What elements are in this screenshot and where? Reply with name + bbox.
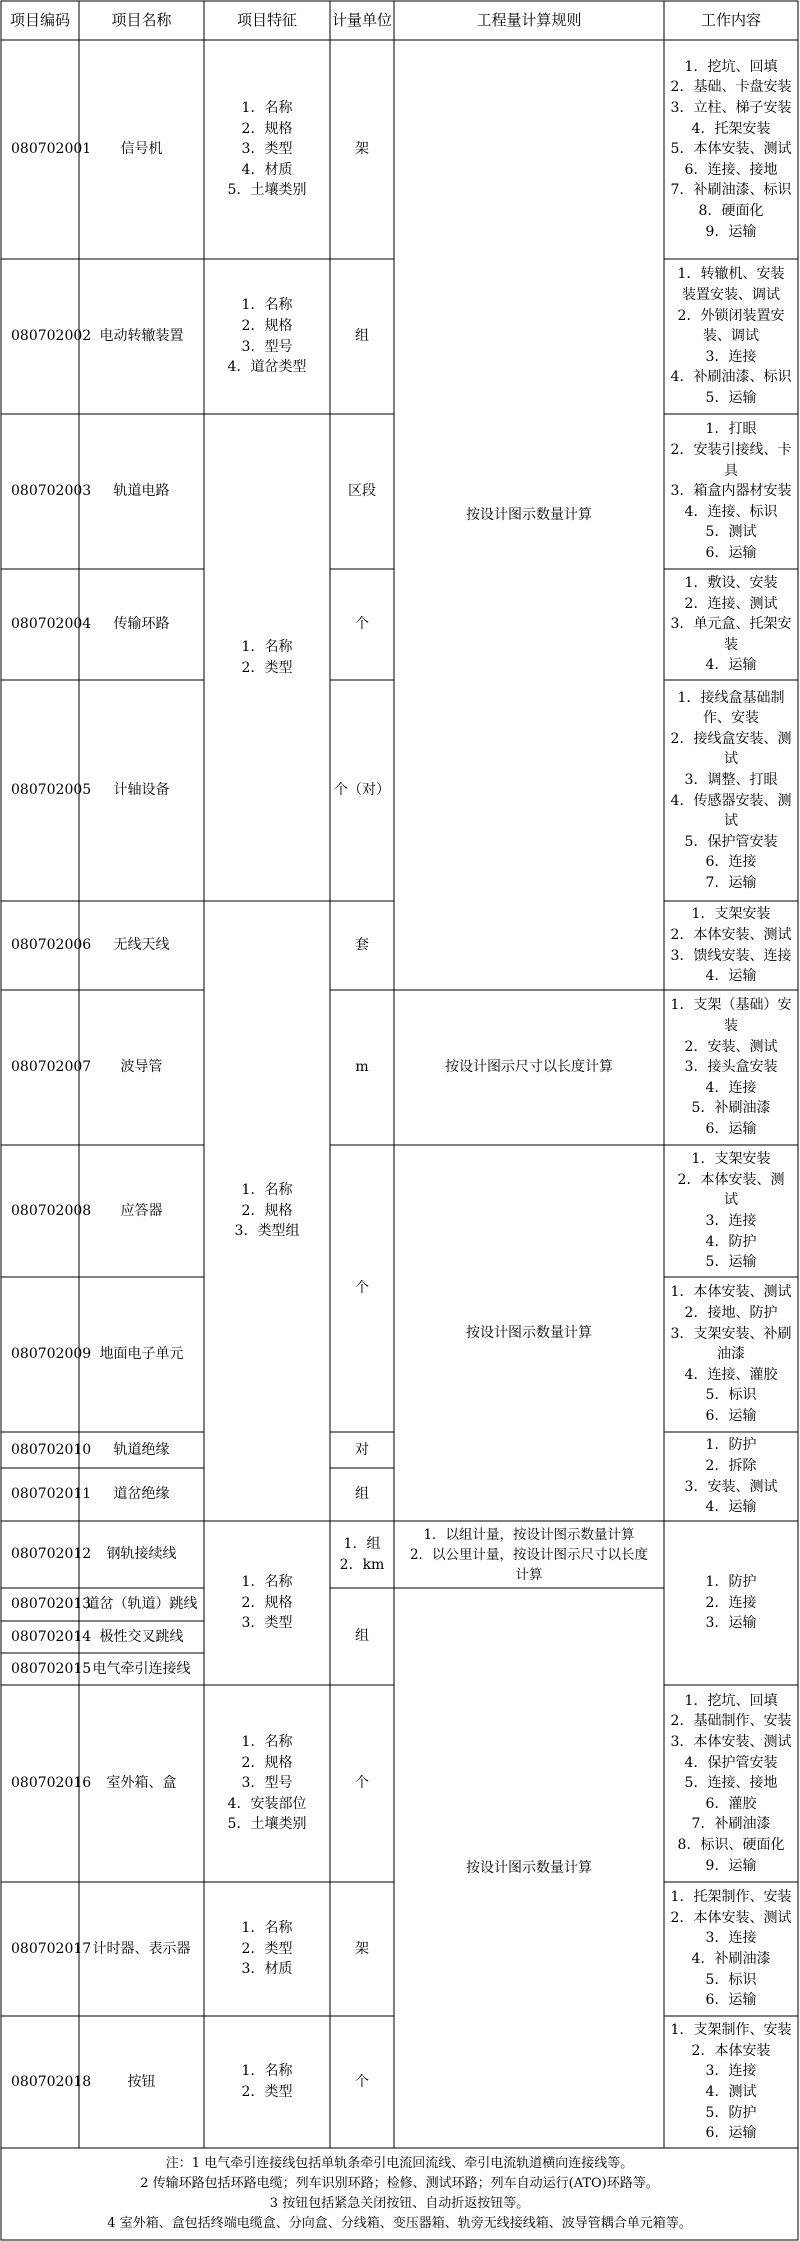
row-name: 无线天线 [113, 937, 170, 954]
feature-cell: 1．名称 2．规格 3．类型 [241, 1574, 293, 1632]
row-code: 080702010 [11, 1441, 92, 1458]
row-name: 信号机 [120, 141, 163, 158]
unit-cell: 个 [355, 2073, 369, 2090]
row-code: 080702017 [11, 1940, 92, 1957]
row-name: 按钮 [127, 2073, 156, 2090]
row-name: 电动转辙装置 [99, 328, 184, 345]
rule-cell: 1．以组计量，按设计图示数量计算 2．以公里计量，按设计图示尺寸以长度 计算 [409, 1526, 649, 1583]
unit-cell: 个 [355, 616, 369, 633]
rule-cell: 按设计图示数量计算 [466, 1324, 592, 1341]
unit-cell: 个 [355, 1775, 369, 1792]
feature-cell: 1．名称 2．规格 3．类型 4．材质 5．土壤类别 [227, 100, 307, 199]
feature-cell: 1．名称 2．类型 [241, 2063, 293, 2100]
header-code: 项目编码 [9, 11, 70, 30]
work-cell: 1．支架（基础）安 装 2．安装、测试 3．接头盒安装 4．连接 5．补刷油漆 6．运输 [670, 997, 792, 1137]
row-code: 080702013 [11, 1596, 92, 1613]
row-code: 080702004 [11, 616, 92, 633]
row-code: 080702002 [11, 328, 92, 345]
row-code: 080702018 [11, 2073, 92, 2090]
unit-cell: 区段 [348, 483, 376, 500]
header-feature: 项目特征 [236, 11, 297, 30]
note-line: 4 室外箱、盒包括终端电缆盒、分向盒、分线箱、变压器箱、轨旁无线接线箱、波导管耦合单元箱等。 [107, 2216, 692, 2231]
feature-cell: 1．名称 2．规格 3．型号 4．道岔类型 [227, 297, 307, 376]
header-work: 工作内容 [700, 11, 761, 30]
unit-cell: 个（对） [334, 782, 390, 799]
row-name: 钢轨接续线 [106, 1546, 177, 1563]
unit-cell: 架 [355, 141, 369, 158]
row-code: 080702009 [11, 1346, 92, 1363]
row-name: 计时器、表示器 [92, 1940, 191, 1957]
row-code: 080702006 [11, 937, 92, 954]
notes-block [1, 2148, 798, 2240]
row-name: 道岔绝缘 [113, 1486, 170, 1503]
unit-cell: 套 [355, 937, 369, 954]
work-cell: 1．防护 2．连接 3．运输 [705, 1574, 757, 1632]
feature-cell: 1．名称 2．规格 3．类型组 [234, 1182, 300, 1240]
row-code: 080702015 [11, 1660, 92, 1677]
unit-cell: 组 [355, 1486, 369, 1503]
work-cell: 1．防护 2．拆除 3．安装、测试 4．运输 [684, 1437, 778, 1516]
row-name: 室外箱、盒 [106, 1775, 177, 1792]
work-cell: 1．本体安装、测试 2．接地、防护 3．支架安装、补刷 油漆 4．连接、灌胶 5．标识 6．运输 [670, 1284, 792, 1424]
work-cell: 1．支架制作、安装 2．本体安装 3．连接 4．测试 5．防护 6．运输 [670, 2022, 792, 2142]
work-cell: 1．支架安装 2．本体安装、测试 3．馈线安装、连接 4．运输 [670, 906, 792, 985]
row-code: 080702012 [11, 1546, 92, 1563]
work-cell: 1．转辙机、安装 装置安装、调试 2．外锁闭装置安 装、调试 3．连接 4．补刷油漆、标识 5．运输 [670, 266, 792, 406]
row-name: 应答器 [120, 1202, 163, 1219]
row-code: 080702016 [11, 1775, 92, 1792]
row-code: 080702008 [11, 1202, 92, 1219]
row-name: 电气牵引连接线 [92, 1660, 191, 1677]
unit-cell: 对 [355, 1441, 369, 1458]
work-cell: 1．支架安装 2．本体安装、测 试 3．连接 4．防护 5．运输 [677, 1151, 785, 1271]
rule-cell: 按设计图示尺寸以长度计算 [445, 1059, 613, 1076]
unit-cell: 个 [355, 1280, 369, 1297]
row-name: 计轴设备 [113, 782, 170, 799]
row-code: 080702014 [11, 1628, 92, 1645]
header-rule: 工程量计算规则 [476, 11, 582, 30]
unit-cell: 组 [355, 1628, 369, 1645]
row-name: 轨道电路 [113, 483, 170, 500]
row-code: 080702001 [11, 141, 92, 158]
work-cell: 1．敷设、安装 2．连接、测试 3．单元盒、托架安 装 4．运输 [670, 575, 792, 674]
note-line: 注：1 电气牵引连接线包括单轨条牵引电流回流线、牵引电流轨道横向连接线等。 [165, 2156, 634, 2171]
unit-cell: 1．组 2．km [339, 1535, 385, 1573]
work-cell: 1．挖坑、回填 2．基础制作、安装 3．本体安装、测试 4．保护管安装 5．连接、接地 6．灌胶 7．补刷油漆 8．标识、硬面化 9．运输 [670, 1692, 792, 1874]
row-name: 轨道绝缘 [113, 1441, 170, 1458]
feature-cell: 1．名称 2．类型 [241, 638, 293, 676]
row-name: 地面电子单元 [99, 1346, 184, 1363]
row-name: 波导管 [120, 1059, 163, 1076]
rule-cell: 按设计图示数量计算 [466, 506, 592, 523]
rule-cell: 按设计图示数量计算 [466, 1859, 592, 1876]
feature-cell: 1．名称 2．类型 3．材质 [241, 1920, 293, 1978]
header-name: 项目名称 [111, 11, 172, 30]
row-code: 080702003 [11, 483, 92, 500]
unit-cell: 组 [355, 328, 369, 345]
row-code: 080702005 [11, 782, 92, 799]
note-line: 3 按钮包括紧急关闭按钮、自动折返按钮等。 [269, 2196, 530, 2211]
row-name: 极性交叉跳线 [99, 1628, 184, 1645]
header-unit: 计量单位 [331, 11, 392, 30]
unit-cell: 架 [355, 1940, 369, 1957]
row-code: 080702011 [11, 1486, 92, 1503]
row-code: 080702007 [11, 1059, 92, 1076]
feature-cell: 1．名称 2．规格 3．型号 4．安装部位 5．土壤类别 [227, 1734, 307, 1833]
work-cell: 1．挖坑、回填 2．基础、卡盘安装 3．立柱、梯子安装 4．托架安装 5．本体安装、测试 6．连接、接地 7．补刷油漆、标识 8．硬面化 9．运输 [670, 58, 792, 240]
unit-cell: m [355, 1059, 369, 1076]
work-cell: 1．接线盒基础制 作、安装 2．接线盒安装、测 试 3．调整、打眼 4．传感器安装、测 试 5．保护管安装 6．连接 7．运输 [670, 689, 792, 891]
row-name: 传输环路 [113, 616, 170, 633]
note-line: 2 传输环路包括环路电缆；列车识别环路；检修、测试环路；列车自动运行(ATO)环路等。 [140, 2176, 659, 2191]
row-name: 道岔（轨道）跳线 [85, 1596, 198, 1613]
work-cell: 1．打眼 2．安装引接线、卡 具 3．箱盒内器材安装 4．连接、标识 5．测试 6．运输 [670, 421, 792, 561]
work-cell: 1．托架制作、安装 2．本体安装、测试 3．连接 4．补刷油漆 5．标识 6．运输 [670, 1889, 792, 2009]
